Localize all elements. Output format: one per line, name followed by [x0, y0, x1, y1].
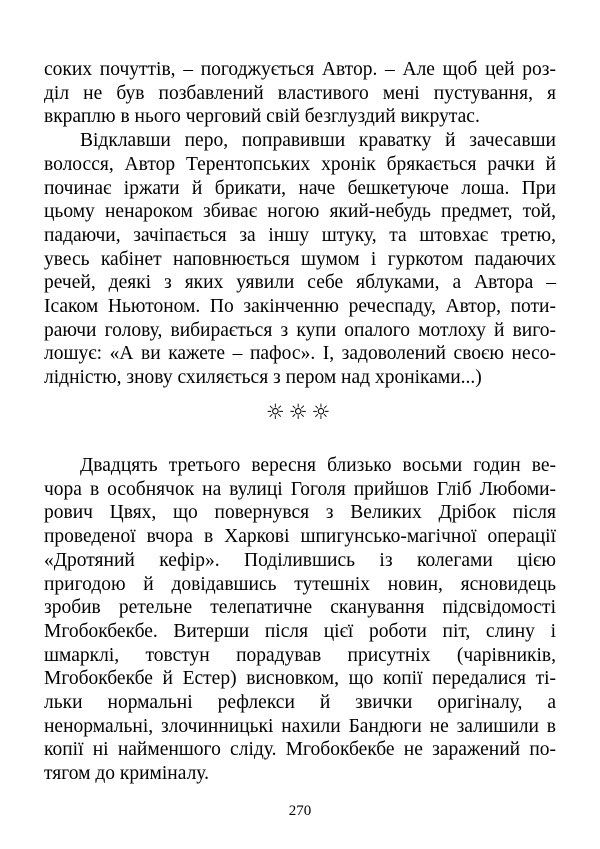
- text-line: проведеної вчора в Харкові шпигунсько-магічної операції: [44, 526, 556, 548]
- text-line: зробив ретельне телепатичне сканування підсвідомості: [44, 597, 556, 619]
- text-line: вкраплю в нього черговий свій безглуздий викрутас.: [44, 106, 480, 128]
- text-line: падаючи, зачіпається за іншу штуку, та штовхає третю,: [44, 224, 556, 246]
- text-line: пригодою й довідавшись тутешніх новин, ясновидець: [44, 573, 556, 595]
- text-line: лошує: «А ви кажете – пафос». І, задоволений своєю несо-: [44, 343, 556, 365]
- text-line: Ісаком Ньютоном. По закінченню речеспаду, Автор, поти-: [44, 296, 556, 318]
- page-number: 270: [288, 803, 312, 819]
- text-line: Мгобокбекбе. Витерши після цієї роботи піт, слину і: [44, 620, 556, 642]
- text-line: ненормальні, злочинницькі нахили Бандюги не залишили в: [44, 715, 556, 737]
- text-line: Мгобокбекбе й Естер) висновком, що копії передалися ті-: [44, 668, 556, 690]
- text-line: раючи голову, вибирається з купи опалого мотлоху й виго-: [44, 319, 556, 341]
- text-line: льки нормальні рефлекси й звички оригіналу, а: [44, 692, 556, 714]
- text-line: Двадцять третього вересня близько восьми годин ве-: [80, 455, 556, 476]
- paragraph-block-2: [44, 454, 556, 786]
- text-line: копії ні найменшого сліду. Мгобокбекбе не заражений по-: [44, 739, 556, 761]
- text-line: увесь кабінет наповнюється шумом і гуркотом падаючих: [44, 248, 556, 270]
- section-separator: ☼☼☼: [265, 400, 335, 424]
- text-line: діл не був позбавлений властивого мені пустування, я: [44, 82, 556, 104]
- paragraph-block-1: [44, 58, 556, 390]
- text-line: речей, деякі з яких уявили себе яблуками, а Автора –: [44, 272, 556, 294]
- text-line: «Дротяний кефір». Поділившись із колегами цією: [44, 549, 556, 571]
- text-line: лідністю, знову схиляється з пером над хроніками...): [44, 367, 482, 389]
- text-line: Відклавши перо, поправивши краватку й зачесавши: [80, 130, 556, 152]
- text-line: цьому ненароком збиває ногою який-небудь предмет, той,: [44, 201, 556, 223]
- text-line: соких почуттів, – погоджується Автор. – Але щоб цей роз-: [44, 59, 556, 80]
- text-line: шмарклі, товстун порадував присутніх (чарівників,: [44, 644, 556, 666]
- text-line: чора в особнячок на вулиці Гоголя прийшов Гліб Любоми-: [44, 478, 556, 500]
- text-line: тягом до криміналу.: [44, 763, 209, 785]
- text-line: волосся, Автор Терентопських хронік брякається рачки й: [44, 153, 556, 175]
- text-line: починає іржати й брикати, наче бешкетуюче лоша. При: [44, 177, 556, 199]
- text-line: рович Цвях, що повернувся з Великих Дрібок після: [44, 502, 556, 524]
